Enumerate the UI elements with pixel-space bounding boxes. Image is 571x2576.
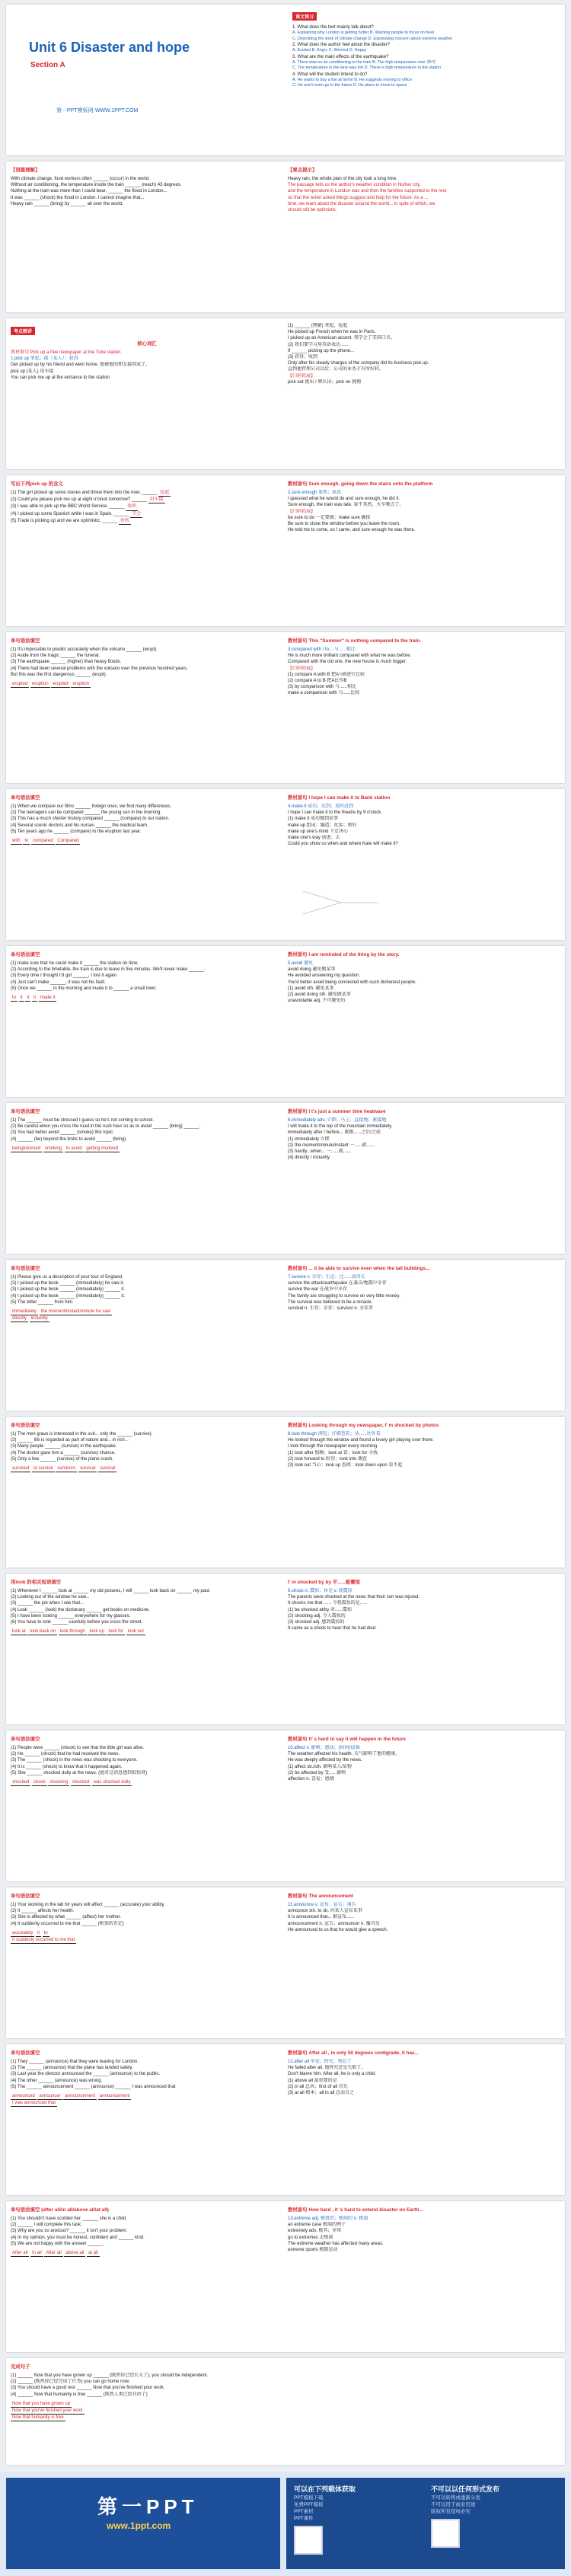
text-line: survive the war 在战争中幸存 — [288, 1287, 348, 1293]
exercise-line: (1) People were ______ (shock) to see that the little girl was alive. — [11, 1746, 145, 1750]
exercise-line: (1) make sure that he could make it ______ the station on time. — [11, 961, 139, 966]
section-heading: 教材原句 I hope I can make it to Bank station — [288, 795, 391, 801]
slide-5 — [6, 789, 565, 940]
answer-blank: instantly — [30, 1315, 49, 1322]
slide-8 — [6, 1260, 565, 1411]
slide-cover — [6, 5, 565, 155]
text-line: I guessed what he would do and sure enough, he did it. — [288, 497, 400, 502]
text-line: Heavy rain ______ (bring) by ______ all over the world. — [11, 201, 123, 206]
answer-blank: shocked — [11, 1779, 30, 1786]
answer-blank: look out — [126, 1628, 145, 1635]
text-line: (3) at all 根本；all in all 总而言之 — [288, 2091, 355, 2096]
exercise-line: (3) ______ the job when I see that... — [11, 1601, 85, 1606]
text-line: I look through the newspaper every morning. — [288, 1444, 378, 1449]
text-line: He told me to come, so I came, and sure enough he was there. — [288, 528, 416, 533]
text-line: (2) avoid doing sth. 避免做某事 — [288, 992, 351, 998]
slide-2 — [6, 318, 565, 469]
answer-blank: erupted — [11, 681, 29, 688]
text-line: (1) look after 照顾；look at 看；look for 寻找 — [288, 1450, 378, 1456]
cover-right: 课文预习 1. What does the text mainly talk about? A. Explaining why London is getting hotter B. Warning people to focus on heat C. Describing the work of climate change D. Expressing concern about extreme weather 2. What does the author feel about the disaster? A. Excited B. Angry C. Worried D. Happy 3. What are the main effects of the earthquake? A. There was no air conditioning in the train B. The high temperature over 35°C C. The temperature in the lane was hot D. There is high temperature in the station 4. What will the student intend to do? A. He wants to buy a fan at home B. He suggests moving to office C. He won't even go in the future D. He plans to move to space — [288, 9, 560, 151]
answer-blank: I was announced that — [11, 2100, 57, 2107]
section-heading: 完成句子 — [11, 2364, 30, 2370]
text-line: 9.shock n. 震惊；休克 v. 使震惊 — [288, 1589, 352, 1593]
text-line: Be sure to close the window before you leave the room. — [288, 522, 400, 527]
section-heading: 教材原句 It' s hard to say it will happen in the future — [288, 1737, 406, 1742]
qr-code-icon — [431, 2519, 460, 2548]
answer-blank: survival — [78, 1465, 97, 1472]
exercise-line: (5) The ______ announcement ______ (announce) ______ I was announced that — [11, 2084, 176, 2089]
exercise-line: (4) Just can't make ______, it was not his fault. — [11, 980, 106, 985]
text-line: make up one's mind 下定决心 — [288, 829, 349, 834]
promo-col1-line: PPT课件 — [294, 2516, 314, 2521]
section-heading: 教材原句 How hard , it 's hard to extend disaster on Earth... — [288, 2207, 423, 2213]
answer-blank: After all — [11, 2250, 29, 2257]
text-line: 2.sure enough 果然；果真 — [288, 491, 342, 495]
answer-blank: erupted — [51, 681, 69, 688]
brand-url[interactable]: www.1ppt.com — [107, 2520, 171, 2531]
exercise-line: But this was the first dangerous ______ (erupt). — [11, 672, 107, 677]
slide-12 — [6, 1887, 565, 2038]
promo-col2-title: 不可以以任何形式发布 — [431, 2485, 500, 2493]
exercise-line: (4) In my opinion, you must be honest, confident and ______ kind. — [11, 2235, 145, 2240]
answer-blank: Now that humanity is free — [11, 2415, 65, 2421]
text-line: 【归纳拓展】 — [288, 373, 316, 379]
text-line: Sure enough, the train was late. 果不其然，火车晚点了。 — [288, 503, 404, 508]
exercise-line: (6) You have to look ______ carefully before you cross the street. — [11, 1620, 143, 1625]
answer-blank: 收听 — [126, 503, 138, 510]
qr-code-icon — [294, 2526, 323, 2555]
answer-blank: with — [11, 838, 22, 845]
exercise-line: (5) I have been looking ______ everywhere for my glasses. — [11, 1613, 131, 1619]
text-line: He picked up French when he was in Paris. — [288, 330, 376, 335]
answer-blank: the moment/instant/minute he saw — [40, 1309, 112, 1315]
exercise-line: (5) The letter ______ from him. — [11, 1299, 74, 1305]
answer-blank: look back on — [28, 1628, 57, 1635]
text-line: With climate change, food workers often ______ (occur) in the world. — [11, 177, 150, 181]
exercise-line: (2) ______ (既然你已经完成了任务) you can go home now. — [11, 2379, 130, 2385]
exercise-line: (1) It's impossible to predict accurately when the volcano ______ (erupt). — [11, 647, 158, 652]
text-line: survive the attack/earthquake 在袭击/地震中幸存 — [288, 1281, 387, 1286]
text-line: pick out 挑出 / 辨认出；pick on 挑剔 — [288, 379, 362, 385]
answer-blank: survived — [11, 1465, 30, 1472]
exercise-line: (2) Aside from the tragic ______ the funeral. — [11, 654, 100, 659]
slide-9 — [6, 1417, 565, 1568]
exercise-line: (3) Many people ______ (survive) in the earthquake. — [11, 1444, 117, 1449]
slide-6 — [6, 946, 565, 1097]
promo-info-panel — [286, 2478, 565, 2569]
text-line: The parents were shocked at the news that their son was injured. — [288, 1595, 420, 1600]
text-line: I will make it to the top of the mountain immediately. — [288, 1124, 393, 1130]
preview-item: 4. What will the student intend to do? — [292, 72, 368, 77]
section-heading: 单句语法填空 — [11, 795, 40, 801]
answer-blank: In all — [30, 2250, 43, 2257]
exercise-line: (4) There had been several problems with the volcano over the previous hundred years. — [11, 666, 188, 671]
text-line: go to extremes 走极端 — [288, 2235, 333, 2240]
text-line: He is much more brilliant compared with what he was before. — [288, 654, 412, 659]
exercise-line: (1) They ______ (announce) that they were leaving for London. — [11, 2060, 139, 2064]
section-heading: 用look 的相关短语填空 — [11, 1580, 62, 1585]
exercise-line: (5) Once we ______ in the morning and made it to ______ a small town. — [11, 986, 158, 991]
text-line: He announced to us that he would give a speech. — [288, 1927, 388, 1932]
section-heading: 教材原句 ... it be able to survive even when the tall buildings... — [288, 1266, 430, 1271]
exercise-line: (2) Looking out of the window he saw... — [11, 1595, 90, 1600]
preview-item: 1. What does the text mainly talk about? — [292, 25, 374, 30]
text-line: affection n. 喜爱；感情 — [288, 1777, 334, 1782]
text-line: 4.make it 成功；达到；及时赶到 — [288, 804, 354, 809]
section-heading: I' m shocked by by 平......极震惊 — [288, 1580, 360, 1585]
exercise-line: (2) ______ I will complete this task. — [11, 2223, 82, 2228]
promo-col2-line: 不可以转售或重新分发 — [431, 2495, 480, 2501]
section-heading: 单句语法填空 — [11, 638, 40, 644]
exercise-line: (3) Last year the director announced the ______ (announce) to the public. — [11, 2072, 161, 2077]
text-line: 10.affect v. 影响；感动；(疾病)侵袭 — [288, 1746, 360, 1750]
text-line: The extreme weather has affected many areas. — [288, 2241, 384, 2246]
promo-col2-line: 版权所有侵权必究 — [431, 2509, 471, 2514]
text-line: unavoidable adj. 不可避免的 — [288, 999, 346, 1004]
text-line: (1) be shocked at/by 对......震惊 — [288, 1607, 352, 1612]
exercise-line: (5) Only a few ______ (survive) of the plane crash. — [11, 1456, 113, 1462]
exercise-line: (5) She ______ shocked dully at the news. (她对这消息感到很惊讶) — [11, 1770, 148, 1775]
exercise-line: (3) You should have a good rest ______ Now that you've finished your work. — [11, 2386, 165, 2391]
text-line: extremely adv. 极其；非常 — [288, 2229, 342, 2234]
section-heading: 教材原句 Sure enough, going down the stairs onto the platform — [288, 481, 433, 487]
section-heading: 【语篇理解】 — [11, 168, 40, 173]
text-line: (3) shocked adj. 感到震惊的 — [288, 1620, 345, 1625]
answer-blank: smoking — [43, 1146, 63, 1152]
answer-blank: announcer — [37, 2093, 62, 2100]
text-line: Without air conditioning, the temperature inside the train ______ (reach) 43 degrees. — [11, 183, 182, 188]
exercise-line: (4) Several scenic doctors and his nurses ______ the medical team. — [11, 823, 148, 828]
brand-logo: 第一PPT — [97, 2495, 199, 2518]
answer-blank: look at — [11, 1628, 27, 1635]
section-tag: 考点精讲 — [11, 327, 35, 335]
text-line: 6.immediately adv. 立即；马上；直接地；紧接地 — [288, 1118, 387, 1123]
answer-blank: was shocked dully — [92, 1779, 132, 1786]
exercise-line: (4) Look ______ (look) the dictionary ______ get books on medicine. — [11, 1607, 150, 1612]
promo-col2-line: 不可以用于商业用途 — [431, 2502, 476, 2507]
exercise-line: (3) I was able to pick up the BBC World Service. ______ — [11, 504, 125, 510]
exercise-line: (1) Please give us a description of your tour of England. — [11, 1275, 123, 1280]
exercise-line: (2) I picked up the book ______ (immediately) he saw it. — [11, 1281, 125, 1286]
text-line: 1.pick up 拿起；接（某人）；获得 — [11, 356, 78, 362]
exercise-line: (4) It is ______ (shock) to know that it happened again. — [11, 1764, 123, 1769]
slide-15 — [6, 2358, 565, 2465]
exercise-line: (3) The ______ (shock) in the news was shocking to everyone. — [11, 1758, 138, 1763]
text-line: He failed after all. 他终究还是失败了。 — [288, 2066, 366, 2071]
section-heading: 【要点提示】 — [288, 168, 317, 173]
answer-blank: announcement — [63, 2093, 97, 2100]
text-line: (1) avoid sth. 避免某事 — [288, 986, 334, 991]
section-heading: 教材原句 The announcement — [288, 1894, 353, 1899]
text-line: Nothing at the train was more than I could bear, ______ the flood in London... — [11, 189, 167, 194]
promo-col1-title: 可以在下列载体获取 — [294, 2485, 356, 2493]
connector-diagram — [295, 884, 387, 922]
answer-blank: 好转 — [119, 518, 131, 525]
text-line: 13.extreme adj. 极度的；极端的 n. 极端 — [288, 2216, 368, 2221]
exercise-line: (4) ______ Now that humanity is free ______ (既然人类已经自由了) — [11, 2392, 148, 2397]
text-line: (2) be affected by 受......影响 — [288, 1770, 346, 1775]
text-line: (1) make it 成功做到某事 — [288, 817, 339, 822]
text-line: (3) 获得；收到 — [288, 355, 318, 360]
text-line: Don't blame him. After all, he is only a child. — [288, 2072, 376, 2077]
exercise-line: (4) The doctor gave him a ______ (survive) chance. — [11, 1450, 116, 1456]
text-line: extreme sports 极限运动 — [288, 2248, 338, 2253]
exercise-line: (2) It ______ affects her health. — [11, 1909, 75, 1914]
answer-blank: announced — [11, 2093, 37, 2100]
slide-11 — [6, 1731, 565, 1881]
text-line: so that the writer asked things suggest and help for the future. As a ... — [288, 195, 429, 200]
text-line: and the temperature in London was and then the families supported to the rest — [288, 189, 447, 194]
exercise-line: (3) This has a much shorter history compared ______ (compare) to our nation. — [11, 817, 170, 822]
cover-title: Unit 6 Disaster and hope — [29, 40, 190, 55]
section-heading: 单句语法填空 — [11, 1266, 40, 1271]
text-line: 直到他管理公司以后，公司的业务才有所好转。 — [288, 367, 384, 372]
text-line: pick up (某人) 用车接 — [11, 369, 54, 374]
answer-blank: compared — [31, 838, 55, 845]
promo-col1-line: 免费PPT模板 — [294, 2502, 324, 2507]
exercise-line: (2) According to the timetable, the train is due to leave in five minutes. We'll never make ______. — [11, 967, 206, 973]
answer-blank: getting involved — [85, 1146, 120, 1152]
text-line: immediately after / before... 紧跟......之后/之前 — [288, 1130, 381, 1136]
promo-col1-line: PPT素材 — [294, 2509, 314, 2514]
answer-blank: 用车接 — [148, 497, 165, 503]
slide-3 — [6, 475, 565, 626]
exercise-line: (2) He ______ (shock) that he had received the news. — [11, 1752, 120, 1757]
text-line: an extreme case 极端的例子 — [288, 2223, 346, 2228]
text-line: announcement n. 宣告；announcer n. 播音员 — [288, 1921, 380, 1926]
text-line: Heavy rain, the whole plan of the city took a long time. — [288, 177, 397, 181]
slide-13 — [6, 2044, 565, 2195]
text-line: 【归纳拓展】 — [288, 666, 316, 671]
exercise-line: (4) I picked up some Spanish while I was in Spain. ______ — [11, 511, 129, 516]
answer-blank: directly — [11, 1315, 28, 1322]
text-line: I hope I can make it to the theatre by 9 o'clock. — [288, 810, 382, 816]
text-line: You can pick me up at the entrance to the station. — [11, 375, 111, 380]
preview-item: 2. What does the author feel about the disaster? — [292, 43, 391, 48]
text-line: It was ______ (shock) the flood in London. I cannot imagine that... — [11, 195, 145, 200]
text-line: make one's way 前进；去 — [288, 836, 340, 841]
text-line: (2) 我们要学习用英语表达...... — [288, 342, 349, 347]
text-line: 7.survive v. 幸存；生还；比......活得长 — [288, 1275, 365, 1280]
text-line: (3) look out 当心；look up 查阅；look down upon 看不起 — [288, 1463, 403, 1469]
text-line: make a comparison with 与......比较 — [288, 691, 360, 696]
answer-blank: to — [11, 995, 18, 1002]
section-heading: 单句语法填空 — [11, 1737, 40, 1742]
section-heading: 教材原句 This "Summer" is nothing compared to the train. — [288, 638, 422, 644]
answer-blank: beingknocked — [11, 1146, 42, 1152]
answer-blank: accurately — [11, 1930, 34, 1937]
text-line: The survival was believed to be a miracle. — [288, 1299, 373, 1305]
answer-blank: to survive — [32, 1465, 55, 1472]
text-line: time, we learn about the disaster around the world... in spite of which, we — [288, 201, 435, 206]
text-line: should still be optimistic. — [288, 208, 337, 213]
exercise-line: (5) Ten years ago he ______ (compare) to the eruption last year. — [11, 829, 142, 834]
answer-blank: 学会 — [130, 511, 142, 518]
text-line: It shocks me that ...... 令我震惊的是...... — [288, 1601, 368, 1606]
exercise-line: (3) She is affected by what ______ (affect) her mother. — [11, 1915, 121, 1920]
cover-left — [11, 9, 283, 151]
text-line: 5.avoid 避免 — [288, 961, 314, 966]
exercise-line: (1) Whenever I ______ look at ______ my old pictures, I will ______ look back on ______ my past. — [11, 1589, 211, 1593]
exercise-line: (1) ______ Now that you have grown up ______ (既然你已经长大了), you should be independent. — [11, 2373, 209, 2378]
text-line: avoid doing 避免做某事 — [288, 967, 336, 973]
text-line: (4) directly / instantly — [288, 1155, 330, 1161]
answer-blank: Compared — [56, 838, 80, 845]
section-heading: 单句语法填空 — [11, 1109, 40, 1114]
text-line: (2) compare A to B 把A比作B — [288, 679, 347, 684]
section-heading: 教材原句 I t's just a summer time heatwave — [288, 1109, 386, 1114]
answer-blank: look for — [107, 1628, 125, 1635]
answer-blank: survival — [98, 1465, 116, 1472]
text-line: 【归纳拓展】 — [288, 509, 316, 514]
text-line: 8.look through 浏览；仔细查看；从......往外看 — [288, 1432, 381, 1437]
text-line: 教材原句 Pick up a free newspaper at the Tube station. — [11, 350, 123, 355]
exercise-line: (2) ______ life is regarded as part of nature and... in rich... — [11, 1438, 129, 1443]
text-line: announce sth. to sb. 向某人宣布某事 — [288, 1909, 362, 1914]
answer-blank: it — [19, 995, 24, 1002]
text-line: (3) hardly...when... 一......就...... — [288, 1149, 351, 1155]
text-line: 12.after all 毕竟；终究；别忘了 — [288, 2060, 352, 2064]
exercise-line: (1) The men grave is interested in the suit... only the ______ (survive). — [11, 1432, 153, 1437]
text-line: The family are struggling to survive on very little money. — [288, 1293, 400, 1299]
text-line: Compared with the old one, the new house is much bigger. — [288, 660, 407, 665]
exercise-line: (3) Every time I thought I'd got ______, I lost it again. — [11, 973, 118, 979]
text-line: (1) immediately 立即 — [288, 1136, 330, 1142]
text-line: He looked through the window and found a lovely girl playing over there. — [288, 1438, 434, 1443]
exercise-line: (5) We are not happy with the answer ______. — [11, 2241, 104, 2246]
cover-section: Section A — [30, 61, 65, 69]
answer-blank: It suddenly occurred to me that — [11, 1937, 76, 1944]
cover-source: 第一PPT模板网-WWW.1PPT.COM — [56, 108, 139, 113]
section-heading: 单句语法填空 — [11, 2050, 40, 2056]
answer-blank: to — [43, 1930, 49, 1937]
slide-4 — [6, 632, 565, 783]
exercise-line: (1) Your working in the lab for years will affect ______ (accurate) your ability. — [11, 1903, 165, 1907]
exercise-line: (2) The teenagers can be compared ______ the young sun in the morning. — [11, 810, 162, 816]
text-line: Only after his steady charges of the company did its business pick up. — [288, 361, 429, 366]
exercise-line: (3) The earthquake ______ (higher) than heavy floods. — [11, 660, 122, 665]
answer-blank: it — [25, 995, 30, 1002]
text-line: It is announced that... 据宣布...... — [288, 1915, 355, 1920]
slide-1 — [6, 161, 565, 312]
text-line: I picked up an American accent. 我学会了美国口音。 — [288, 336, 395, 341]
preview-item: 3. What are the main effects of the earthquake? — [292, 54, 389, 59]
section-heading: 写出下列pick up 的含义 — [11, 481, 63, 487]
exercise-line: (3) You had better avoid ______ (smoke) this topic. — [11, 1130, 114, 1136]
exercise-line: (2) The ______ (announce) that the plane has landed safely. — [11, 2066, 133, 2071]
section-heading: 单句语法填空 — [11, 1423, 40, 1428]
text-line: (2) the moment/minute/instant 一......就...... — [288, 1143, 375, 1148]
promo-logo-panel — [6, 2478, 280, 2569]
answer-blank: eruption — [30, 681, 50, 688]
text-line: (1) above all 最重要的是 — [288, 2078, 337, 2083]
exercise-line: (4) The other ______ (announce) was wrong. — [11, 2078, 103, 2083]
answer-blank: Now that you've finished your work — [11, 2408, 85, 2415]
promo-footer — [0, 2472, 571, 2576]
text-line: (2) look forward to 盼望；look into 调查 — [288, 1456, 368, 1462]
exercise-line: (4) It suddenly occurred to me that ______ (附加的否定) — [11, 1921, 124, 1926]
section-heading: 核心词汇 — [137, 341, 157, 347]
answer-blank: look through — [59, 1628, 87, 1635]
preview-heading: 课文预习 — [292, 12, 317, 21]
answer-blank: After all — [44, 2250, 62, 2257]
answer-blank: shocked — [71, 1779, 91, 1786]
answer-blank: announcement — [98, 2093, 132, 2100]
answer-blank: Now that you have grown up — [11, 2401, 72, 2408]
text-line: It came as a shock to hear that he had died. — [288, 1626, 377, 1632]
exercise-line: (3) I picked up the book ______ (immediately) ______ it. — [11, 1287, 126, 1293]
answer-blank: above all — [64, 2250, 85, 2257]
answer-blank: at all — [87, 2250, 100, 2257]
text-line: He was deeply affected by the news. — [288, 1758, 362, 1763]
section-heading: 单句语法填空 (after all/in all/above all/at all) — [11, 2207, 109, 2213]
text-line: The weather affected his health. 天气影响了他的健康。 — [288, 1752, 400, 1757]
text-line: 11.announce v. 宣布；宣告；通告 — [288, 1903, 356, 1907]
answer-blank: immediately — [11, 1309, 38, 1315]
exercise-line: (3) Why are you so anxious? ______ it isn't your problem. — [11, 2229, 128, 2234]
answer-blank: shocking — [48, 1779, 69, 1786]
section-heading: 单句语法填空 — [11, 952, 40, 957]
answer-blank: look up — [88, 1628, 105, 1635]
answer-blank: to avoid — [65, 1146, 84, 1152]
exercise-line: (1) The ______ must be stressed I guess so he's not coming to school. — [11, 1118, 155, 1123]
answer-blank: eruption — [71, 681, 91, 688]
answer-blank: made it — [39, 995, 57, 1002]
answer-blank: survivors — [56, 1465, 77, 1472]
answer-blank: 捡起 — [158, 490, 171, 497]
text-line: (1) compare A with B 把A与B进行比较 — [288, 672, 365, 677]
exercise-line: (1) The girl picked up some stones and threw them into the river. ______ — [11, 491, 158, 495]
text-line: (1) affect sb./sth. 影响某人/某物 — [288, 1764, 352, 1769]
exercise-line: (1) When we compare our films ______ foreign ones, we find many differences. — [11, 804, 171, 809]
section-heading: 单句语法填空 — [11, 1894, 40, 1899]
answer-blank: shock — [32, 1779, 47, 1786]
text-line: (1) ______ (理解) 拿起，捡起 — [288, 324, 348, 328]
promo-col1-line: PPT模板下载 — [294, 2495, 324, 2501]
text-line: You'd better avoid being connected with such dishonest people. — [288, 980, 416, 985]
text-line: be sure to do 一定要做；make sure 确保 — [288, 515, 371, 520]
answer-blank: it — [36, 1930, 41, 1937]
text-line: make up 组成；编造；化妆；和好 — [288, 823, 357, 828]
exercise-line: (4) I picked up the book ______ (immediately) ______ it. — [11, 1293, 126, 1299]
answer-blank: it — [32, 995, 37, 1002]
text-line: (3) by comparison with 与......相比 — [288, 685, 357, 690]
text-line: Get picked up by his friend and went home. 他被他的朋友接回家了。 — [11, 363, 151, 368]
exercise-line: (5) Trade is picking up and we are optimistic. ______ — [11, 518, 118, 523]
text-line: (2) shocking adj. 令人震惊的 — [288, 1613, 346, 1619]
section-heading: 教材原句 After all , in only 50 degrees centigrade, it has... — [288, 2050, 419, 2056]
answer-blank: to — [23, 838, 30, 845]
exercise-line: (2) Be careful when you cross the road in the rush hour so as to avoid ______ (bring) ______. — [11, 1124, 201, 1130]
exercise-line: (2) Could you please pick me up at eight o'clock tomorrow? ______ — [11, 497, 147, 503]
slide-14 — [6, 2201, 565, 2352]
text-line: (2) in all 总共；first of all 首先 — [288, 2084, 348, 2089]
slide-7 — [6, 1103, 565, 1254]
text-line: The passage tells us the author's weather condition in his/her city. — [288, 183, 421, 188]
section-heading: 教材原句 Looking through my newspaper, I' m shocked by photos — [288, 1423, 439, 1428]
exercise-line: (4) ______ (be) beyond the limits to avoid ______ (bring). — [11, 1136, 128, 1142]
exercise-line: (1) You shouldn't have scolded her. ______ she is a child. — [11, 2216, 127, 2221]
slide-10 — [6, 1574, 565, 1724]
text-line: Could you show us when and where Kate will make it? — [288, 842, 398, 847]
text-line: If ______ picking up the phone... — [288, 348, 355, 353]
text-line: He avoided answering my question. — [288, 973, 361, 979]
text-line: 3.compared with / to... 与......相比 — [288, 647, 356, 652]
text-line: survival n. 生存；幸存；survivor n. 幸存者 — [288, 1306, 374, 1312]
section-heading: 教材原句 I am reminded of the thing by the story. — [288, 952, 400, 957]
